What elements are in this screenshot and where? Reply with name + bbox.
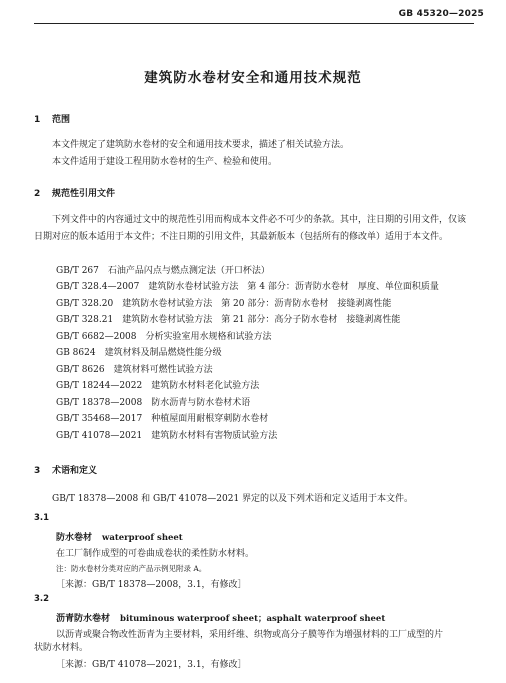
reference-item: GB/T 328.21 建筑防水卷材试验方法 第 21 部分：高分子防水卷材 接缝剥离性能 <box>56 315 401 325</box>
document-title: 建筑防水卷材安全和通用技术规范 <box>144 70 362 86</box>
section-number: 2 <box>34 189 41 199</box>
section-2-heading <box>34 186 115 199</box>
term-en: waterproof sheet <box>102 533 183 543</box>
section-3-heading <box>34 463 97 476</box>
standard-id: GB 45320—2025 <box>398 9 484 19</box>
term-name <box>56 611 385 624</box>
reference-item: GB/T 328.4—2007 建筑防水卷材试验方法 第 4 部分：沥青防水卷材 厚度、单位面积质量 <box>56 282 439 292</box>
section-number: 3 <box>34 466 41 476</box>
term-definition: 在工厂制作成型的可卷曲成卷状的柔性防水材料。 <box>56 549 255 559</box>
reference-item: GB/T 328.20 建筑防水卷材试验方法 第 20 部分：沥青防水卷材 接缝剥离性能 <box>56 299 392 309</box>
section-title: 规范性引用文件 <box>52 189 116 199</box>
section-title: 术语和定义 <box>52 466 98 476</box>
term-source: ［来源：GB/T 41078—2021，3.1，有修改］ <box>56 660 247 670</box>
section-title: 范围 <box>52 115 71 125</box>
terms-intro: GB/T 18378—2008 和 GB/T 41078—2021 界定的以及下列术语和定义适用于本文件。 <box>52 494 414 504</box>
term-number: 3.2 <box>34 594 50 604</box>
reference-item: GB/T 6682—2008 分析实验室用水规格和试验方法 <box>56 332 272 342</box>
term-source: ［来源：GB/T 18378—2008，3.1，有修改］ <box>56 580 247 590</box>
reference-item: GB/T 18378—2008 防水沥青与防水卷材术语 <box>56 398 251 408</box>
reference-item: GB/T 267 石油产品闪点与燃点测定法（开口杯法） <box>56 266 270 276</box>
section-1-heading <box>34 112 70 125</box>
term-definition-line-1: 以沥青或聚合物改性沥青为主要材料，采用纤维、织物或高分子膜等作为增强材料的工厂成型的片 <box>56 630 444 640</box>
term-zh: 防水卷材 <box>56 533 93 543</box>
reference-item: GB/T 8626 建筑材料可燃性试验方法 <box>56 365 213 375</box>
term-definition-line-2: 状防水材料。 <box>34 643 89 653</box>
term-en: bituminous waterproof sheet；asphalt waterproof sheet <box>120 614 386 624</box>
section-number: 1 <box>34 115 41 125</box>
reference-item: GB 8624 建筑材料及制品燃烧性能分级 <box>56 348 222 358</box>
term-zh: 沥青防水卷材 <box>56 614 111 624</box>
scope-paragraph-2: 本文件适用于建设工程用防水卷材的生产、检验和使用。 <box>52 157 278 167</box>
term-number: 3.1 <box>34 513 50 523</box>
term-note: 注：防水卷材分类对应的产品示例见附录 A。 <box>56 564 207 573</box>
reference-item: GB/T 35468—2017 种植屋面用耐根穿刺防水卷材 <box>56 414 269 424</box>
reference-item: GB/T 41078—2021 建筑防水材料有害物质试验方法 <box>56 431 278 441</box>
reference-item: GB/T 18244—2022 建筑防水材料老化试验方法 <box>56 381 260 391</box>
normative-intro: 下列文件中的内容通过文中的规范性引用而构成本文件必不可少的条款。其中，注日期的引用文件，仅该日期对应的版本适用于本文件；不注日期的引用文件，其最新版本（包括所有的修改单）适用于本文件。 <box>34 215 467 242</box>
header-rule <box>34 23 474 24</box>
term-name <box>56 530 183 543</box>
scope-paragraph-1: 本文件规定了建筑防水卷材的安全和通用技术要求，描述了相关试验方法。 <box>52 140 350 150</box>
